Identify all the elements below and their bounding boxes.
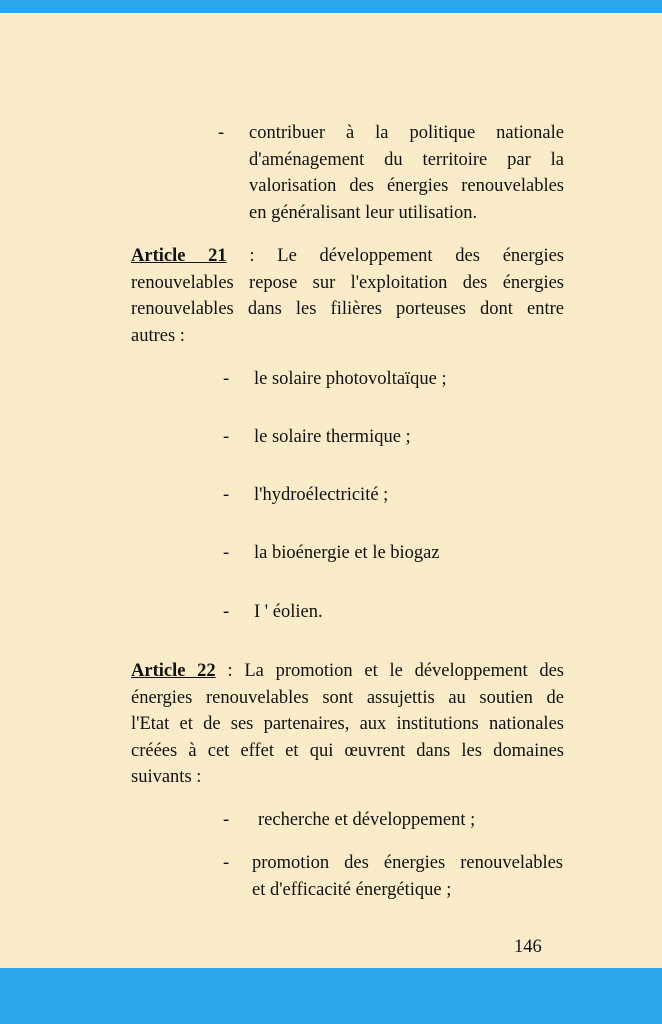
- bullet-dash: -: [223, 485, 230, 505]
- bullet-dash: -: [223, 810, 230, 830]
- article-21-paragraph: [131, 243, 564, 349]
- bottom-color-bar: [0, 968, 662, 1024]
- article-21-intro: : Le développement des énergies: [249, 246, 564, 266]
- intro-line-1: contribuer à la politique nationale: [249, 123, 564, 143]
- item-text: le solaire photovoltaïque ;: [254, 369, 447, 389]
- article-22-heading: Article 22: [131, 661, 216, 681]
- intro-line-3: valorisation des énergies renouvelables: [249, 176, 564, 196]
- item-line-1: promotion des énergies renouvelables: [252, 853, 563, 873]
- article-21-line-2: renouvelables repose sur l'exploitation des énergies: [131, 272, 564, 293]
- item-text: la bioénergie et le biogaz: [254, 543, 440, 563]
- article-21-line-1: [131, 243, 564, 270]
- article-22-intro: : La promotion et le développement des: [227, 661, 565, 681]
- item-text: I ' éolien.: [254, 602, 323, 622]
- article-21-line-4: autres :: [131, 325, 185, 346]
- item-text: l'hydroélectricité ;: [254, 485, 389, 505]
- article-22-paragraph: [131, 658, 564, 791]
- bullet-dash: -: [223, 853, 230, 873]
- bullet-dash: -: [223, 427, 230, 447]
- article-22-line-2: énergies renouvelables sont assujettis au soutien de: [131, 687, 564, 708]
- article-22-line-1: [131, 658, 564, 685]
- top-color-bar: [0, 0, 662, 13]
- item-text: le solaire thermique ;: [254, 427, 411, 447]
- bullet-dash: -: [223, 369, 230, 389]
- bullet-dash: -: [218, 123, 225, 143]
- bullet-dash: -: [223, 543, 230, 563]
- article-21-line-3: renouvelables dans les filières porteuses dont entre: [131, 299, 564, 319]
- page-number: 146: [514, 937, 542, 957]
- intro-line-4: en généralisant leur utilisation.: [249, 202, 478, 223]
- article-21-heading: Article 21: [131, 246, 227, 266]
- article-22-line-5: suivants :: [131, 767, 202, 787]
- intro-line-2: d'aménagement du territoire par la: [249, 149, 564, 170]
- item-text: recherche et développement ;: [258, 810, 476, 830]
- bullet-dash: -: [223, 602, 230, 622]
- item-line-2: et d'efficacité énergétique ;: [252, 879, 452, 900]
- article-22-line-4: créées à cet effet et qui œuvrent dans les domaines: [131, 740, 564, 761]
- article-22-line-3: l'Etat et de ses partenaires, aux institutions nationales: [131, 714, 564, 734]
